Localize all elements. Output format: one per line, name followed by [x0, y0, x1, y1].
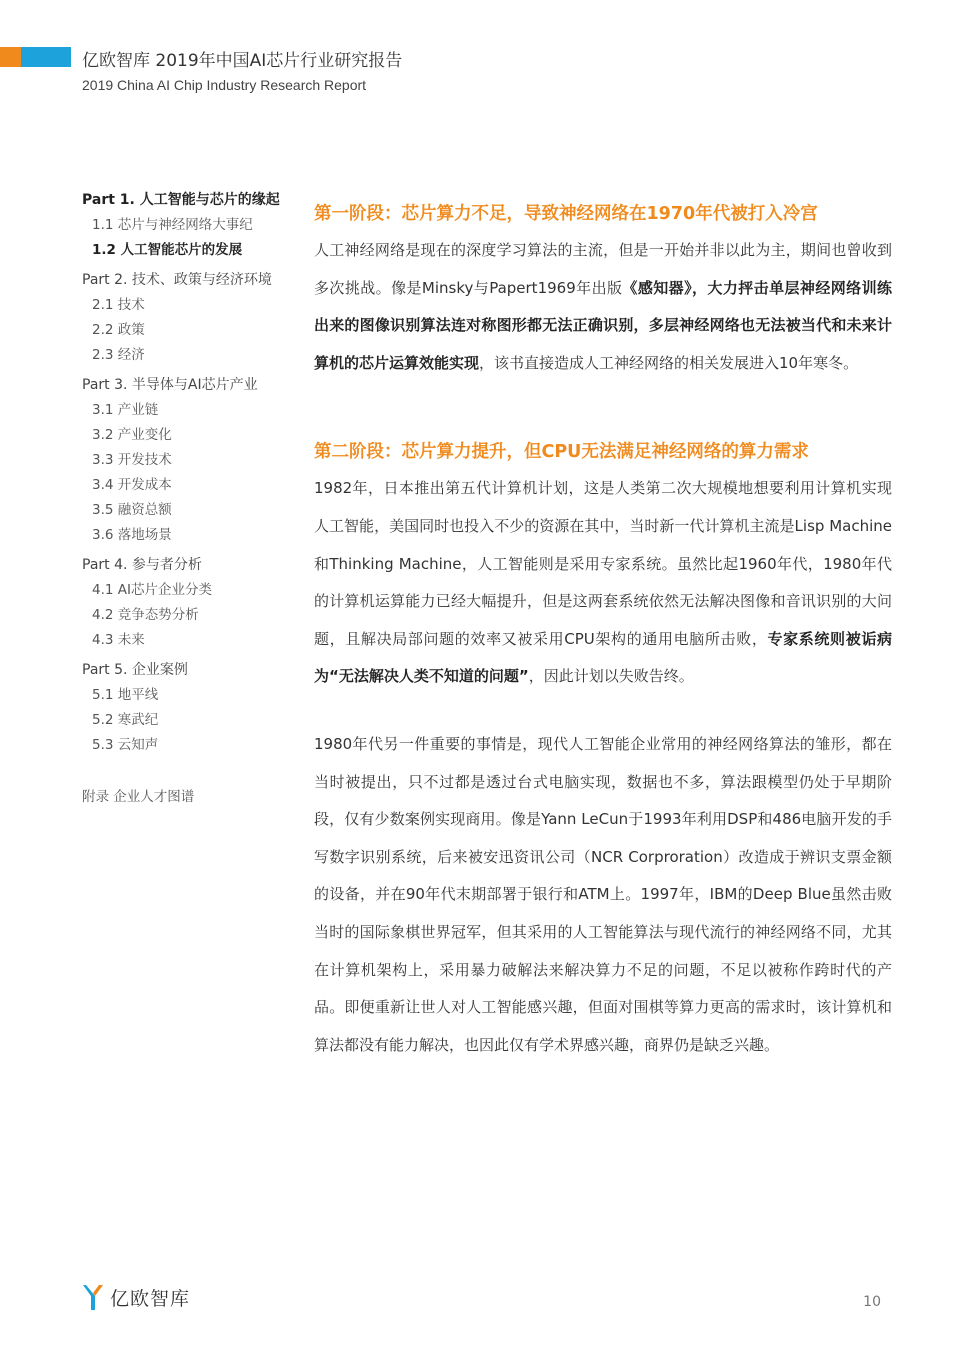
toc-item-5-1[interactable]: 5.1 地平线 [92, 687, 159, 703]
toc-item-4-2[interactable]: 4.2 竞争态势分析 [92, 607, 199, 623]
toc-item-3-2[interactable]: 3.2 产业变化 [92, 427, 172, 443]
toc-item-5-2[interactable]: 5.2 寒武纪 [92, 712, 159, 728]
accent-orange-block [0, 47, 21, 67]
toc-item-3-6[interactable]: 3.6 落地场景 [92, 527, 172, 543]
toc-item-1-2[interactable]: 1.2 人工智能芯片的发展 [92, 242, 243, 258]
toc-part-1[interactable]: Part 1. 人工智能与芯片的缘起 [82, 192, 280, 208]
toc-item-2-3[interactable]: 2.3 经济 [92, 347, 145, 363]
paragraph-stage-2-text-c: ，因此计划以失败告终。 [528, 667, 694, 686]
toc-appendix[interactable]: 附录 企业人才图谱 [82, 789, 195, 805]
table-of-contents [82, 188, 292, 810]
footer-logo-text: 亿欧智库 [110, 1287, 191, 1310]
toc-item-1-1[interactable]: 1.1 芯片与神经网络大事纪 [92, 217, 253, 233]
paragraph-stage-2-text-a: 1982年，日本推出第五代计算机计划，这是人类第二次大规模地想要利用计算机实现人工智能，美国同时也投入不少的资源在其中，当时新一代计算机主流是Lisp Machine和Thinking Machine，人工智能则是采用专家系统。虽然比起1960年代，1980年代的计算机运算能力已经大幅提升，但是这两套系统依然无法解决图像和音讯识别的大问题，且解决局部问题的效率又被采用CPU架构的通用电脑所击败， [314, 479, 892, 648]
paragraph-1980s: 1980年代另一件重要的事情是，现代人工智能企业常用的神经网络算法的雏形，都在当时被提出，只不过都是透过台式电脑实现，数据也不多，算法跟模型仍处于早期阶段，仅有少数案例实现商用。像是Yann LeCun于1993年利用DSP和486电脑开发的手写数字识别系统，后来被安迅资讯公司（NCR Corproration）改造成于辨识支票金额的设备，并在90年代末期部署于银行和ATM上。1997年，IBM的Deep Blue虽然击败当时的国际象棋世界冠军，但其采用的人工智能算法与现代流行的神经网络不同，尤其在计算机架构上，采用暴力破解法来解决算力不足的问题，不足以被称作跨时代的产品。即便重新让世人对人工智能感兴趣，但面对围棋等算力更高的需求时，该计算机和算法都没有能力解决，也因此仅有学术界感兴趣，商界仍是缺乏兴趣。 [314, 734, 892, 1054]
yiou-logo-icon [82, 1283, 104, 1311]
toc-part-5[interactable]: Part 5. 企业案例 [82, 662, 188, 678]
paragraph-stage-2 [314, 470, 892, 696]
paragraph-stage-1 [314, 232, 892, 382]
toc-item-3-1[interactable]: 3.1 产业链 [92, 402, 159, 418]
toc-part-3[interactable]: Part 3. 半导体与AI芯片产业 [82, 377, 258, 393]
toc-item-5-3[interactable]: 5.3 云知声 [92, 737, 159, 753]
toc-item-4-3[interactable]: 4.3 未来 [92, 632, 145, 648]
footer-logo [82, 1283, 190, 1311]
report-subtitle: 2019 China AI Chip Industry Research Report [82, 77, 367, 93]
paragraph-stage-1-bold: 《感知器》，大力抨击单层神经网络训练出来的图像识别算法连对称图形都无法正确识别，多层神经网络也无法被当代和未来计算机的芯片运算效能实现 [314, 278, 892, 372]
toc-item-4-1[interactable]: 4.1 AI芯片企业分类 [92, 582, 212, 598]
toc-item-3-5[interactable]: 3.5 融资总额 [92, 502, 172, 518]
main-content [314, 196, 892, 1064]
toc-item-3-3[interactable]: 3.3 开发技术 [92, 452, 172, 468]
accent-blue-block [21, 47, 71, 67]
header-accent-bar [0, 47, 71, 67]
page-number: 10 [863, 1294, 881, 1310]
toc-part-2[interactable]: Part 2. 技术、政策与经济环境 [82, 272, 272, 288]
toc-item-2-1[interactable]: 2.1 技术 [92, 297, 145, 313]
toc-item-2-2[interactable]: 2.2 政策 [92, 322, 145, 338]
toc-part-4[interactable]: Part 4. 参与者分析 [82, 557, 202, 573]
paragraph-stage-1-text-c: ，该书直接造成人工神经网络的相关发展进入10年寒冬。 [479, 353, 859, 372]
paragraph-stage-2-bold: 专家系统则被诟病为“无法解决人类不知道的问题” [314, 629, 892, 686]
toc-item-3-4[interactable]: 3.4 开发成本 [92, 477, 172, 493]
paragraph-stage-1-text-a: 人工神经网络是现在的深度学习算法的主流，但是一开始并非以此为主，期间也曾收到多次挑战。像是Minsky与Papert1969年出版 [314, 241, 892, 297]
section-heading-stage-1: 第一阶段：芯片算力不足，导致神经网络在1970年代被打入冷宫 [314, 204, 818, 224]
section-heading-stage-2: 第二阶段：芯片算力提升，但CPU无法满足神经网络的算力需求 [314, 442, 809, 463]
report-title: 亿欧智库 2019年中国AI芯片行业研究报告 [82, 51, 403, 71]
